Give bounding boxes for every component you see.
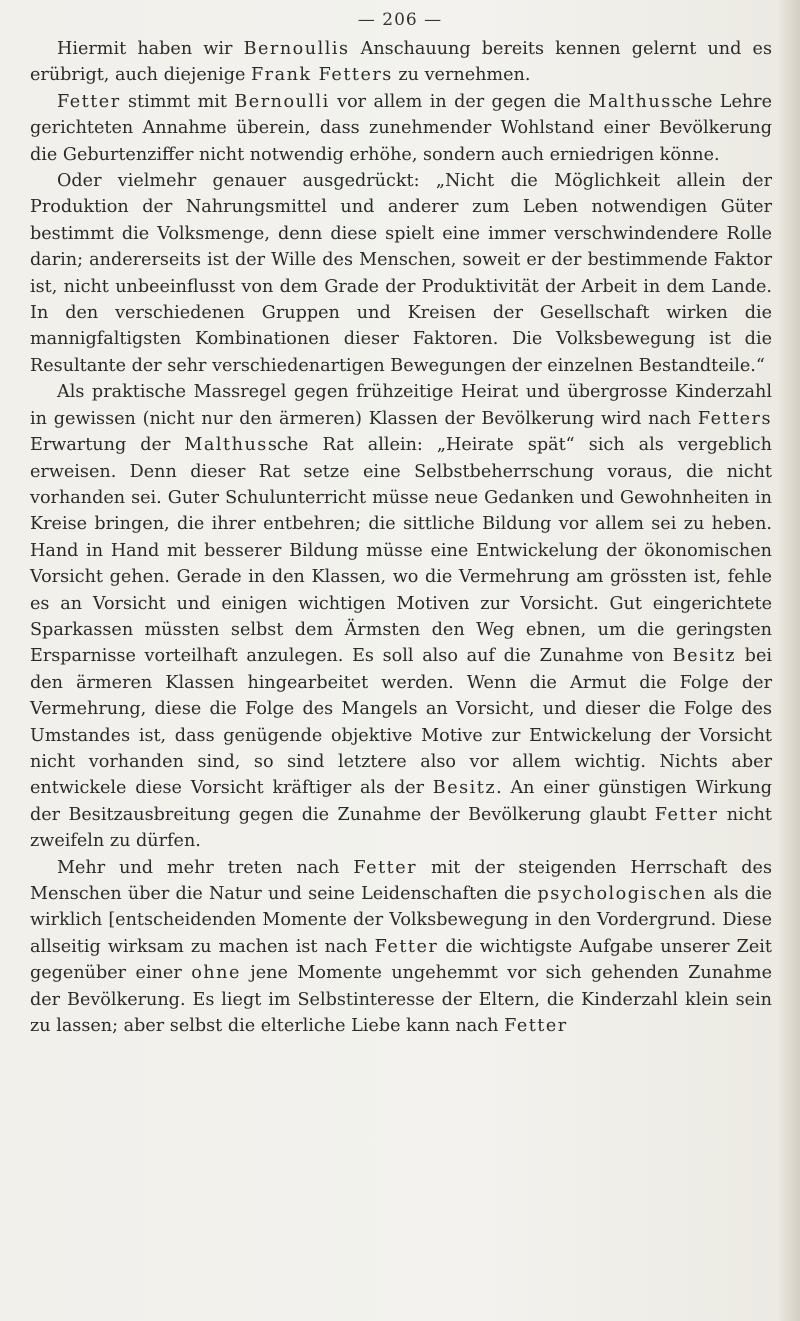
spaced-name: Bernoullis [243, 39, 350, 59]
paragraph [30, 379, 772, 854]
text-run: stimmt mit [120, 91, 235, 112]
spaced-name: ohne [191, 963, 241, 984]
text-run: zu vernehmen. [392, 65, 531, 86]
text-run: die wichtigste Aufgabe unserer Zeit gegenüber einer [30, 936, 773, 984]
text-run: bei den ärmeren Klassen hingearbeitet werden. Wenn die Armut die Folge der Vermehrung, diese die Folge des Mangels an Vorsicht, und dieser die Folge des Umstandes ist, dass genügende objektive Motive zur Entwickelung der Vorsicht nicht vorhanden sind, so sind letztere also vor allem wichtig. Nichts aber entwickele diese Vorsicht kräftiger als der [30, 646, 772, 799]
paragraph [30, 36, 772, 89]
text-run: Hiermit haben wir [57, 39, 244, 59]
text-run: Oder vielmehr genauer ausgedrückt: „Nicht die Möglichkeit allein der Produktion der Nahrungsmittel und anderer zum Leben notwendigen Güter bestimmt die Volksmenge, denn diese spielt eine immer verschwindendere Rolle darin; andererseits ist der Wille des Menschen, soweit er der bestimmende Faktor ist, nicht unbeeinflusst von dem Grade der Produktivität der Arbeit in dem Lande. In den verschiedenen Gruppen und Kreisen der Gesellschaft wirken die mannigfaltigsten Kombinationen dieser Faktoren. Die Volksbewegung ist die Resultante der sehr verschiedenartigen Bewegungen der einzelnen Bestandteile.“ [30, 171, 772, 376]
spaced-name: psychologischen [537, 884, 708, 904]
spaced-name: Frank Fetters [250, 65, 393, 86]
text-run: . An einer günstigen Wirkung der Besitzausbreitung gegen die Zunahme der Bevölkerung glaubt [30, 778, 772, 825]
text-run: mit der steigenden Herrschaft des Menschen über die Natur und seine Leidenschaften die [30, 857, 772, 904]
page-edge-shadow [778, 0, 800, 1321]
spaced-name: Fetter [57, 91, 121, 112]
paragraph [30, 855, 772, 1040]
text-run: Mehr und mehr treten nach [57, 857, 354, 878]
spaced-name: Besitz [672, 646, 736, 667]
text-run: nicht zweifeln zu dürfen. [30, 804, 772, 852]
text-run: jene Momente ungehemmt vor sich gehenden Zunahme der Bevölkerung. Es liegt im Selbstinteresse der Eltern, die Kinderzahl klein sein zu lassen; aber selbst die elterliche Liebe kann nach [30, 963, 772, 1037]
text-run: Anschauung bereits kennen gelernt und es erübrigt, auch diejenige [30, 39, 772, 86]
paragraph [30, 168, 772, 379]
text-run: vor allem in der gegen die [329, 91, 589, 112]
spaced-name: Fetter [374, 936, 439, 957]
spaced-name: Fetters [697, 408, 772, 429]
spaced-name: Fetter [353, 857, 418, 878]
page-number: — 206 — [357, 10, 443, 30]
text-run: sche Lehre gerichteten Annahme überein, dass zunehmender Wohlstand einer Bevölkerung die Geburtenziffer nicht notwendig erhöhe, sondern auch erniedrigen könne. [30, 91, 773, 165]
body-text [30, 36, 772, 1039]
spaced-name: Fetter [504, 1016, 568, 1037]
text-run: Erwartung der [30, 435, 185, 456]
spaced-name: Bernoulli [234, 91, 330, 112]
spaced-name: Besitz [432, 778, 497, 799]
paragraph [30, 89, 772, 168]
spaced-name: Malthus [184, 435, 268, 456]
text-run: sche Rat allein: „Heirate spät“ sich als vergeblich erweisen. Denn dieser Rat setze eine Selbstbeherrschung voraus, die nicht vorhanden sei. Guter Schulunterricht müsse neue Gedanken und Gewohnheiten in Kreise bringen, die ihrer entbehren; die sittliche Bildung vor allem sei zu heben. Hand in Hand mit besserer Bildung müsse eine Entwickelung der ökonomischen Vorsicht gehen. Gerade in den Klassen, wo die Vermehrung am grössten ist, fehle es an Vorsicht und einigen wichtigen Motiven zur Vorsicht. Gut eingerichtete Sparkassen müssten selbst dem Ärmsten den Weg ebnen, um die geringsten Ersparnisse vorteilhaft anzulegen. Es soll also auf die Zunahme von [30, 435, 772, 667]
spaced-name: Fetter [654, 804, 719, 825]
text-run: Als praktische Massregel gegen frühzeitige Heirat und übergrosse Kinderzahl in gewissen (nicht nur den ärmeren) Klassen der Bevölkerung wird nach [30, 382, 772, 429]
spaced-name: Malthus [588, 91, 672, 112]
text-run: als die wirklich [entscheidenden Momente der Volksbewegung in den Vordergrund. Diese allseitig wirksam zu machen ist nach [30, 884, 772, 957]
